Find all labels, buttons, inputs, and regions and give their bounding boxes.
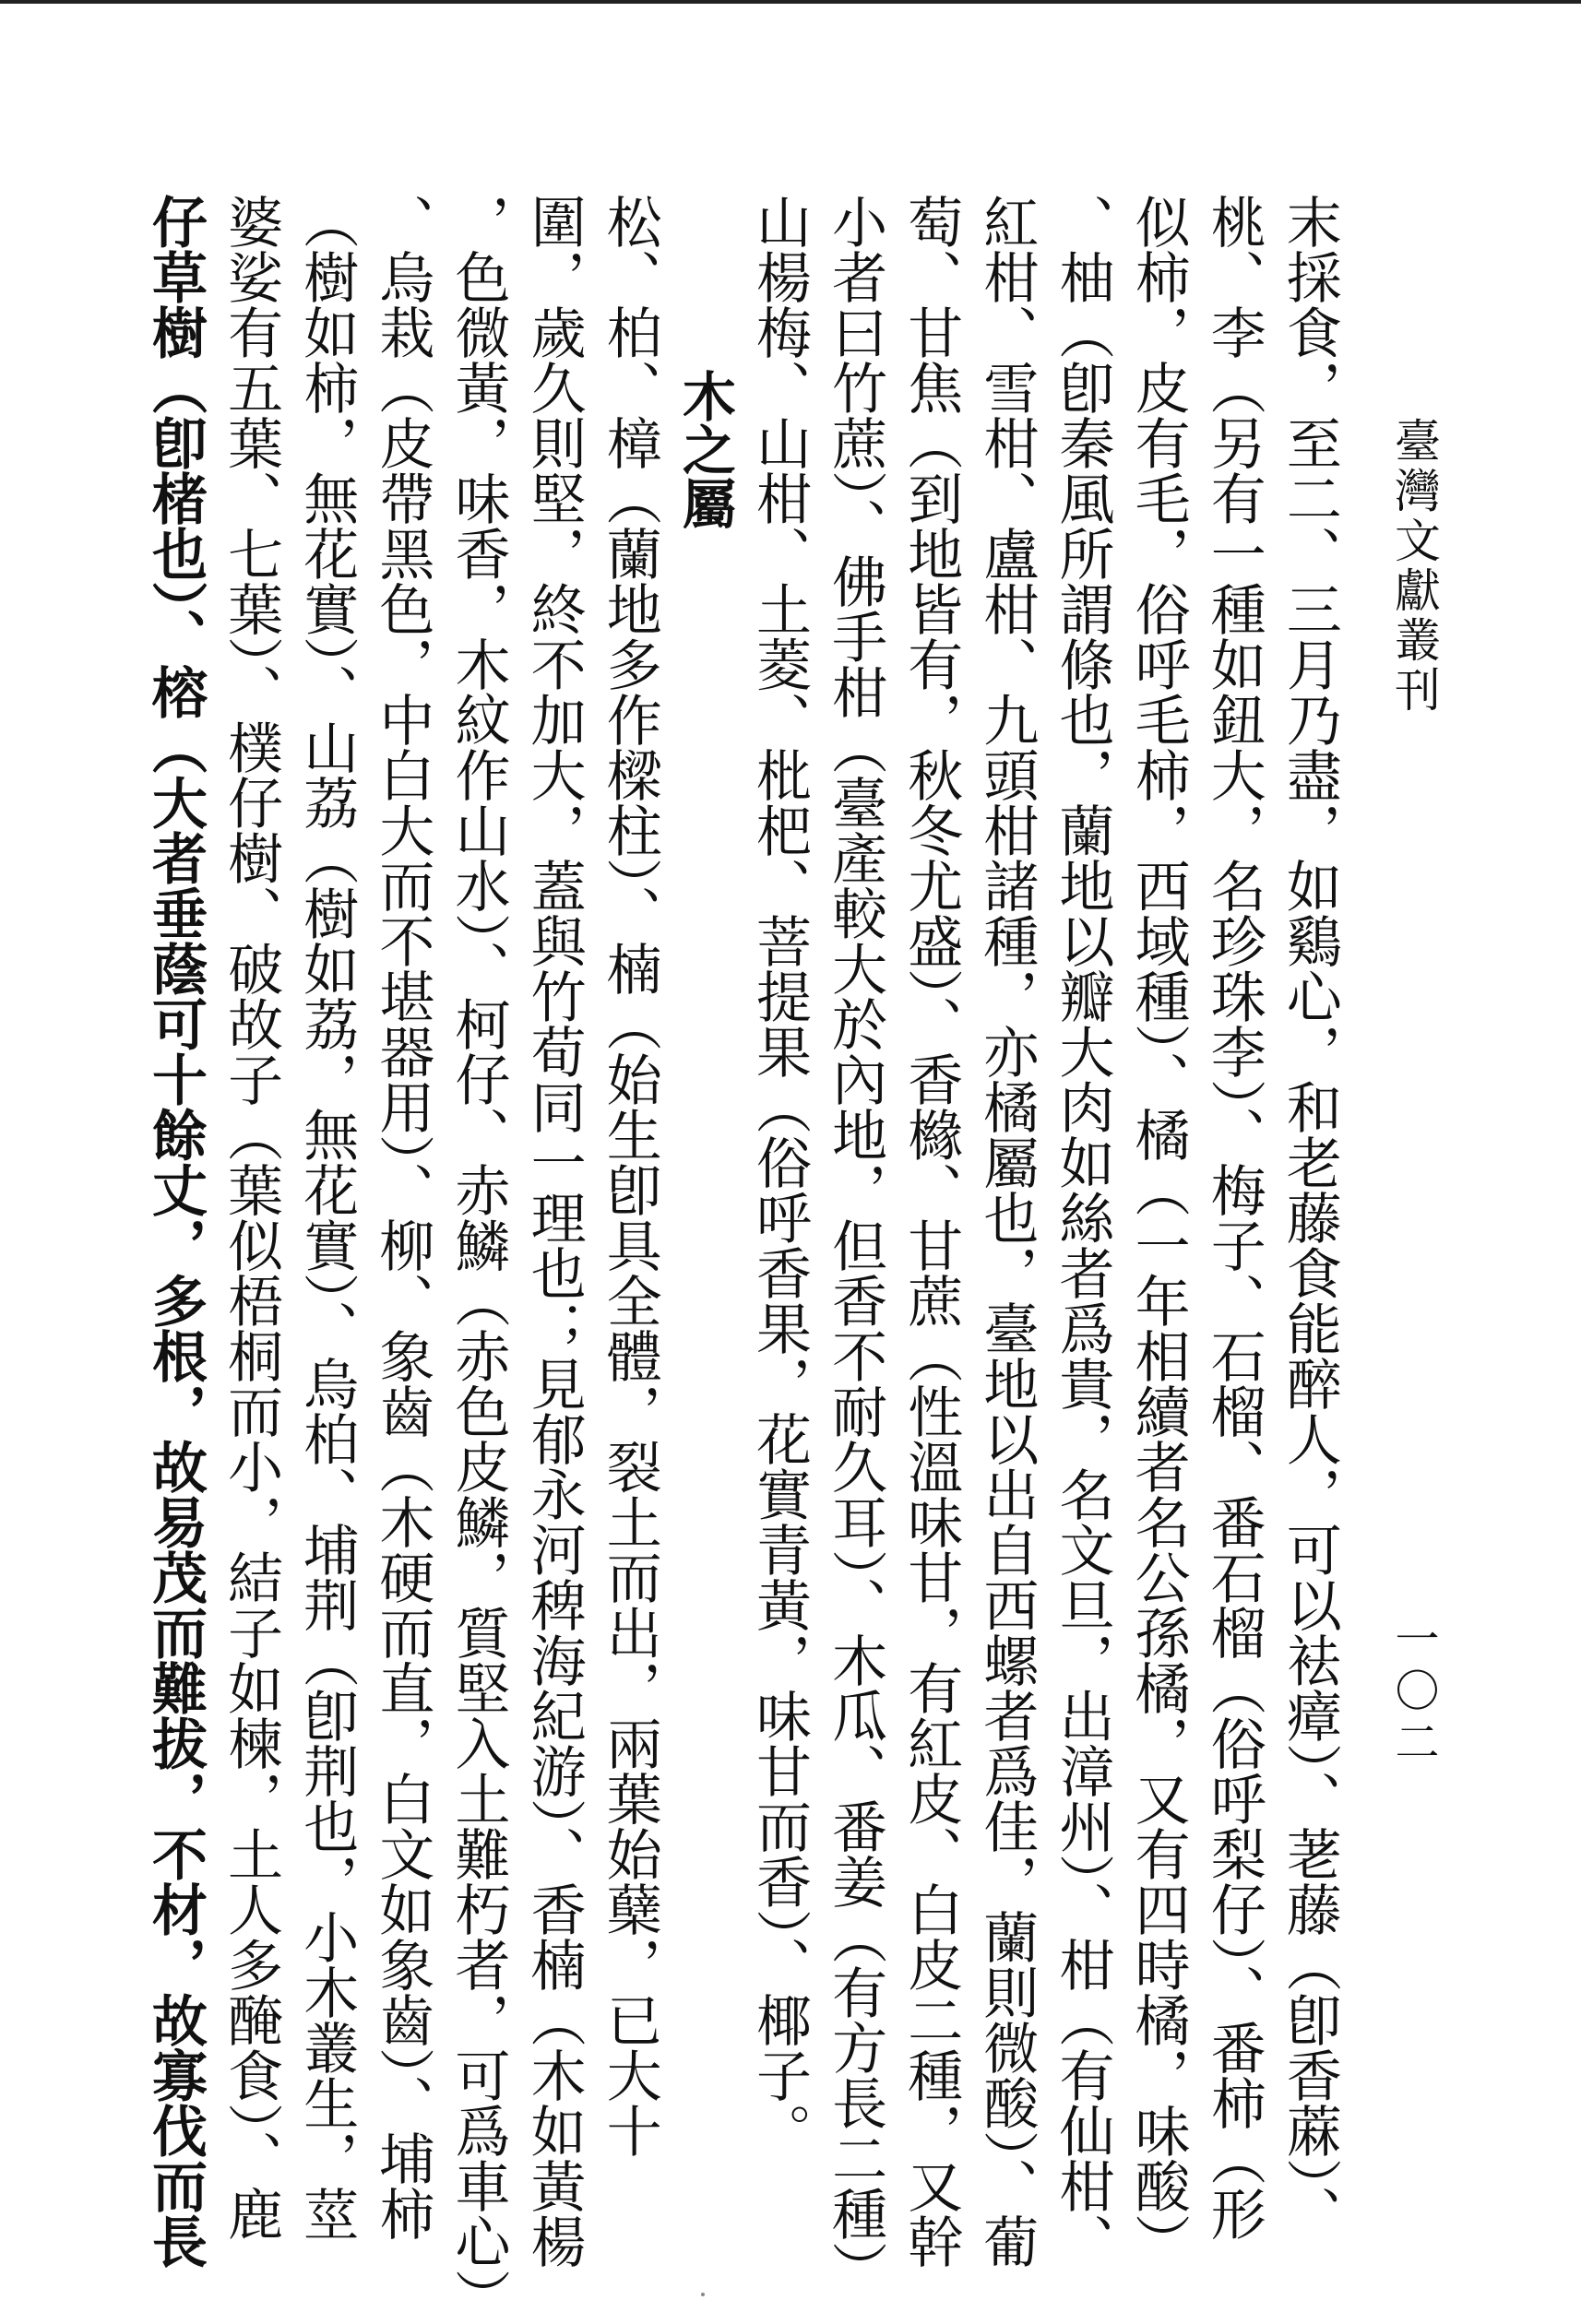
text-column: 、柚（卽秦風所謂條也，蘭地以瓣大肉如絲者爲貴，名文旦，出漳州）、柑（有仙柑、 xyxy=(1050,194,1115,2269)
top-rule xyxy=(0,0,1581,4)
footer-dot xyxy=(701,2293,705,2296)
text-column: 小者曰竹蔗）、佛手柑（臺產較大於內地，但香不耐久耳）、木瓜、番姜（有方長二種） xyxy=(823,194,888,2296)
text-column: 末採食，至二、三月乃盡，如鷄心，和老藤食能醉人，可以袪瘴）、荖藤（卽香蔴）、 xyxy=(1277,194,1342,2241)
text-column: ，色微黃，味香，木紋作山水）、柯仔、赤鱗（赤色皮鱗，質堅入土難朽者，可爲車心） xyxy=(446,194,511,2324)
text-column: 桃、李（另有一種如鈕大，名珍珠李）、梅子、石榴、番石榴（俗呼梨仔）、番柿（形 xyxy=(1201,194,1266,2241)
text-column: 、烏栽（皮帶黑色，中白大而不堪器用）、柳、象齒（木硬而直，白文如象齒）、埔柿 xyxy=(370,194,435,2241)
text-column: 圍，歲久則堅，終不加大，蓋與竹荀同一理也；見郁永河稗海紀游）、香楠（木如黃楊 xyxy=(521,194,587,2269)
text-column: 松、柏、樟（蘭地多作樑柱）、楠（始生卽具全體，裂土而出，兩葉始蘖，已大十 xyxy=(597,194,662,2158)
section-heading: 木之屬 xyxy=(672,369,736,529)
text-column: 婆娑有五葉、七葉）、樸仔樹、破故子（葉似梧桐而小，結子如楝，土人多醃食）、鹿 xyxy=(219,194,284,2241)
body-text xyxy=(143,194,1342,2324)
text-column: 似柿，皮有毛，俗呼毛柿，西域種）、橘（一年相續者名公孫橘，又有四時橘，味酸） xyxy=(1125,194,1191,2269)
text-column: 紅柑、雪柑、盧柑、九頭柑諸種，亦橘屬也，臺地以出自西螺者爲佳，蘭則微酸）、葡 xyxy=(974,194,1040,2269)
series-title: 臺灣文獻叢刊 xyxy=(1387,417,1441,716)
page-number: 一〇二 xyxy=(1387,1616,1439,1771)
text-column: 仔草樹（卽楮也）、榕（大者垂蔭可十餘丈，多根，故易茂而難拔，不材，故寡伐而長 xyxy=(143,194,208,2269)
text-column: 萄、甘焦（到地皆有，秋冬尤盛）、香櫞、甘蔗（性溫味甘，有紅皮、白皮二種，又幹 xyxy=(898,194,964,2269)
text-column: （樹如柿，無花實）、山荔（樹如荔，無花實）、烏柏、埔荆（卽荆也，小木叢生，莖 xyxy=(294,194,360,2241)
text-column: 山楊梅、山柑、土菱、枇杷、菩提果（俗呼香果，花實青黃，味甘而香）、椰子。 xyxy=(747,194,812,2158)
